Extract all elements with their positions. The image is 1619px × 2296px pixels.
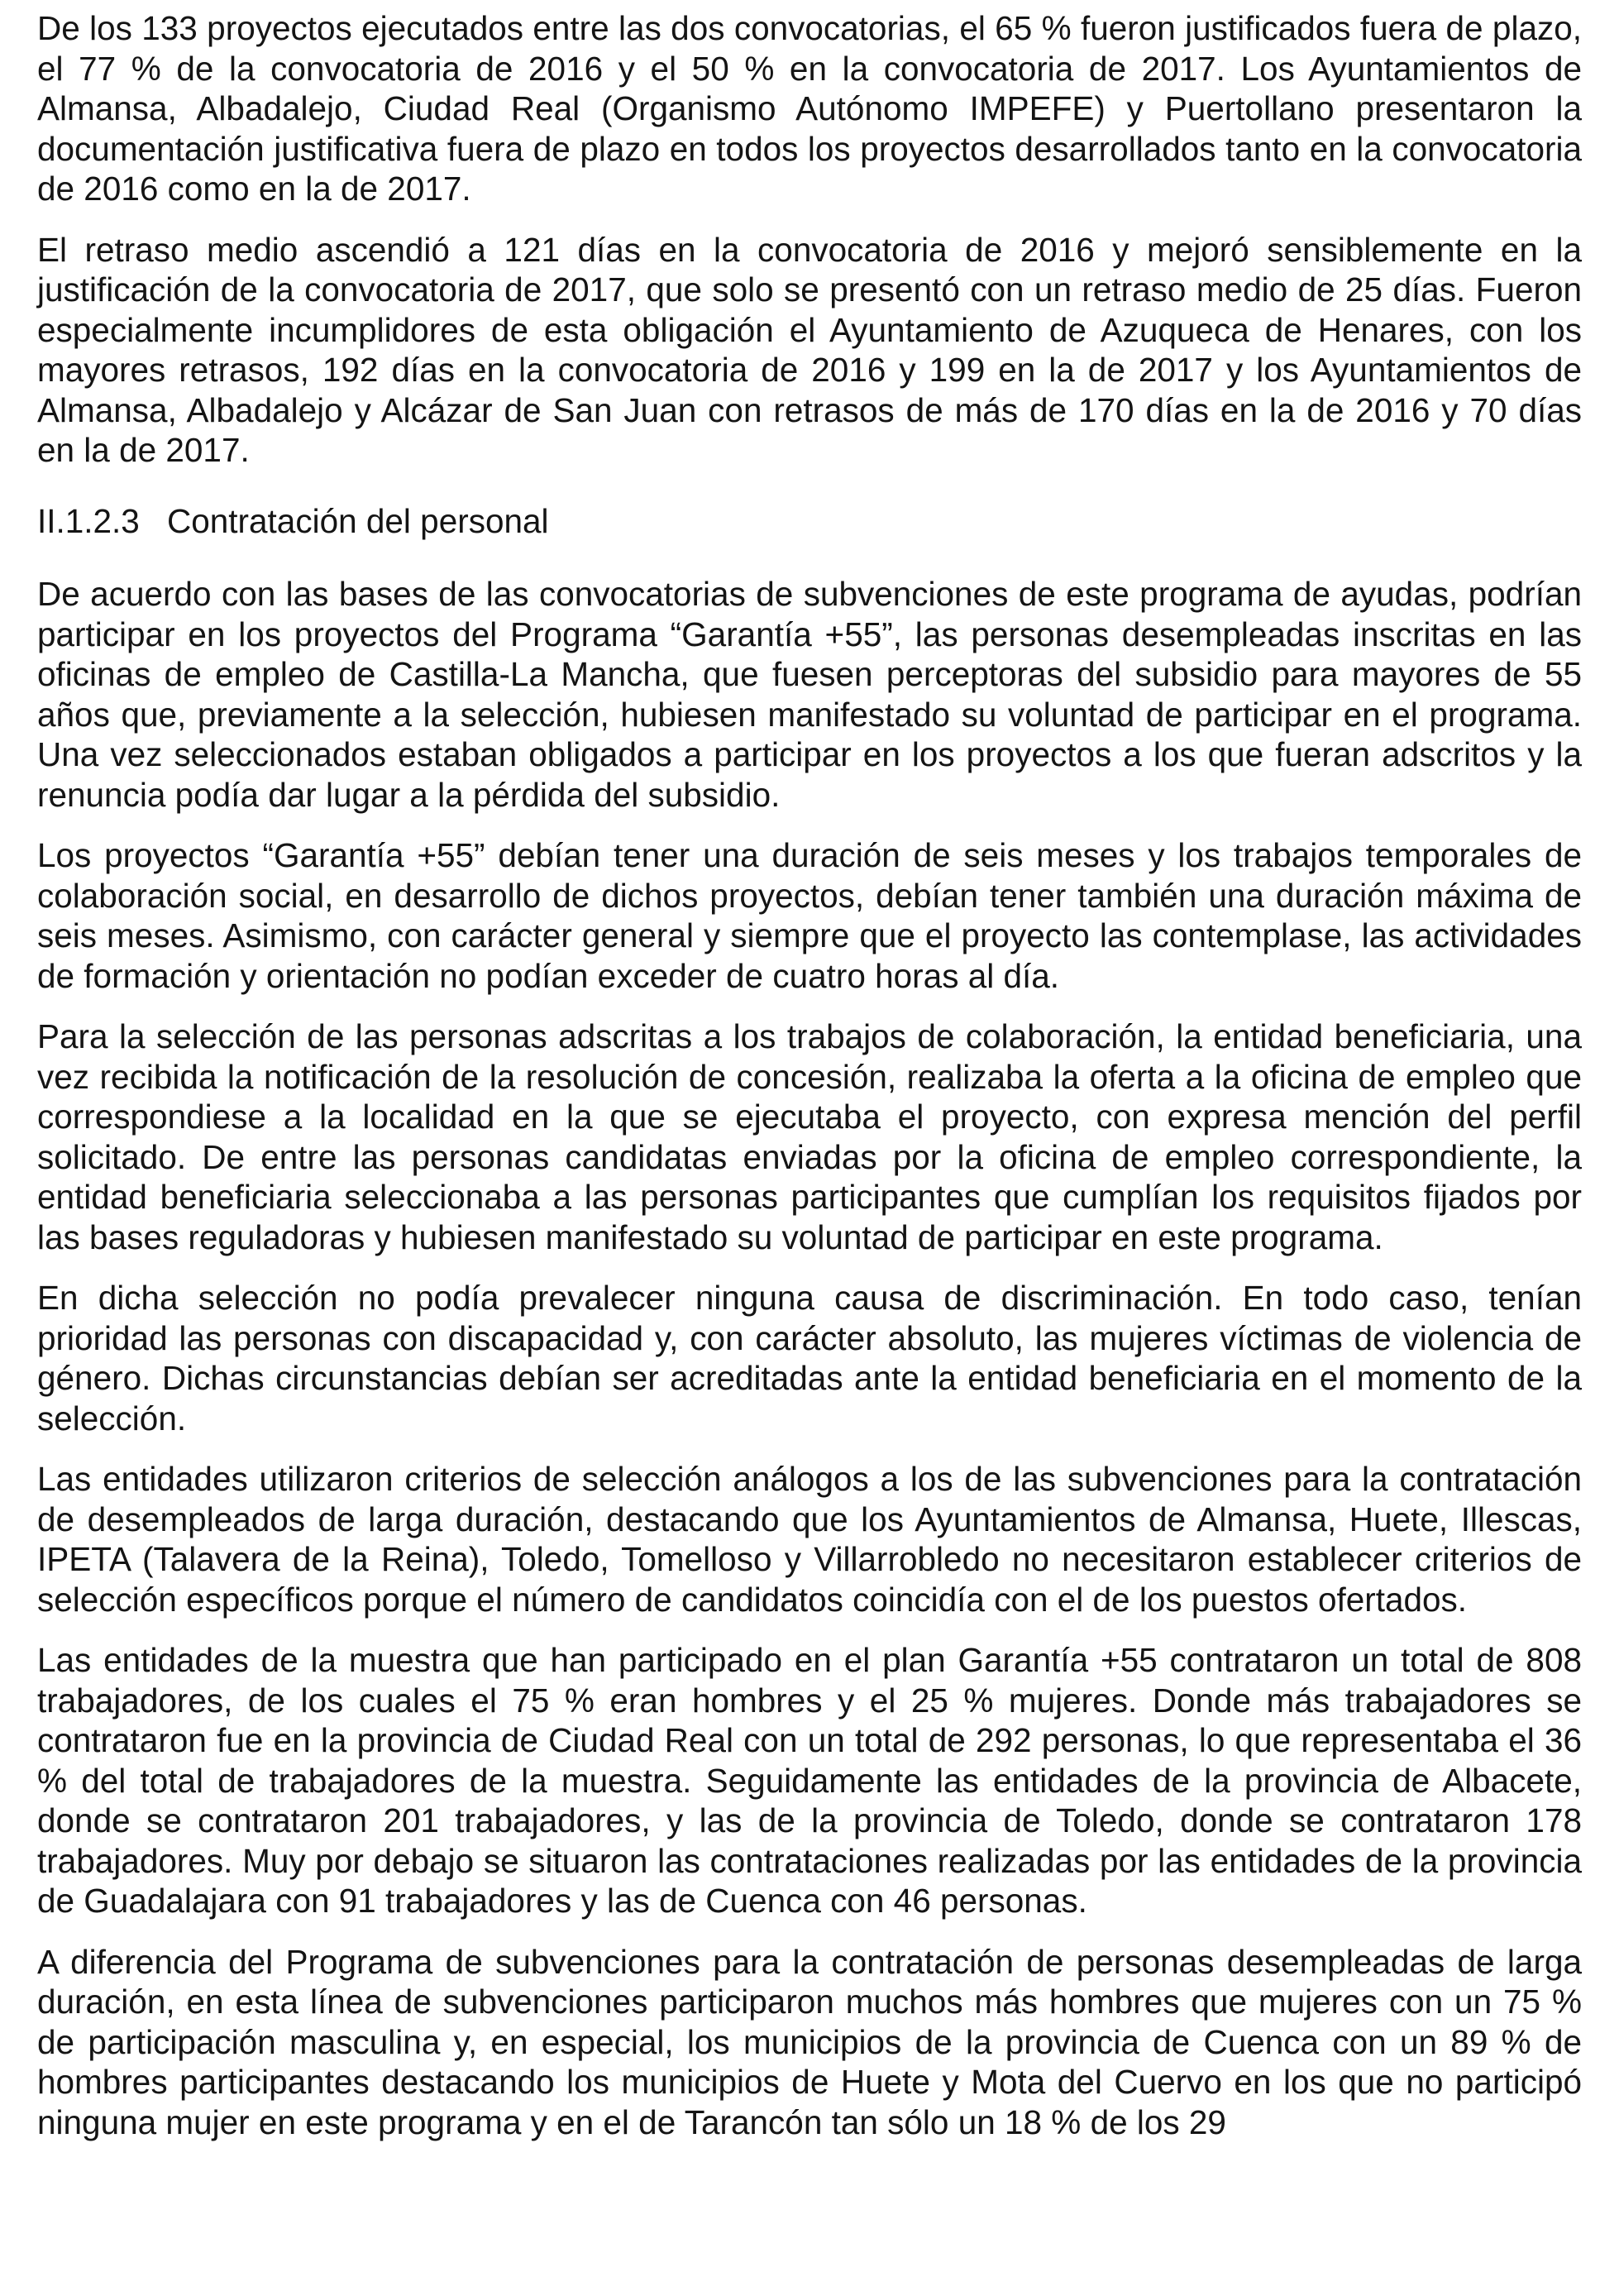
section-number: II.1.2.3 bbox=[37, 501, 140, 540]
document-page bbox=[37, 8, 1582, 2163]
paragraph-duration: Los proyectos “Garantía +55” debían tener una duración de seis meses y los trabajos temporales de colaboración social, en desarrollo de dichos proyectos, debían tener también una duración máxima de seis meses. Asimismo, con carácter general y siempre que el proyecto las contemplase, las actividades de formación y orientación no podían exceder de cuatro horas al día. bbox=[37, 836, 1582, 995]
paragraph-average-delay: El retraso medio ascendió a 121 días en la convocatoria de 2016 y mejoró sensiblemente en la justificación de la convocatoria de 2017, que solo se presentó con un retraso medio de 25 días. Fueron especialmente incumplidores de esta obligación el Ayuntamiento de Azuqueca de Henares, con los mayores retrasos, 192 días en la convocatoria de 2016 y 199 en la de 2017 y los Ayuntamientos de Almansa, Albadalejo y Alcázar de San Juan con retrasos de más de 170 días en la de 2016 y 70 días en la de 2017. bbox=[37, 230, 1582, 469]
paragraph-non-discrimination: En dicha selección no podía prevalecer ninguna causa de discriminación. En todo caso, tenían prioridad las personas con discapacidad y, con carácter absoluto, las mujeres víctimas de violencia de género. Dichas circunstancias debían ser acreditadas ante la entidad beneficiaria en el momento de la selección. bbox=[37, 1279, 1582, 1437]
section-title: Contratación del personal bbox=[167, 501, 549, 540]
paragraph-gender-participation: A diferencia del Programa de subvenciones para la contratación de personas desempleadas de larga duración, en esta línea de subvenciones participaron muchos más hombres que mujeres con un 75 % de participación masculina y, en especial, los municipios de la provincia de Cuenca con un 89 % de hombres participantes destacando los municipios de Huete y Mota del Cuervo en los que no participó ninguna mujer en este programa y en el de Tarancón tan sólo un 18 % de los 29 bbox=[37, 1942, 1582, 2141]
paragraph-justification-deadlines: De los 133 proyectos ejecutados entre las dos convocatorias, el 65 % fueron justificados fuera de plazo, el 77 % de la convocatoria de 2016 y el 50 % en la convocatoria de 2017. Los Ayuntamientos de Almansa, Albadalejo, Ciudad Real (Organismo Autónomo IMPEFE) y Puertollano presentaron la documentación justificativa fuera de plazo en todos los proyectos desarrollados tanto en la convocatoria de 2016 como en la de 2017. bbox=[37, 9, 1582, 208]
section-heading bbox=[37, 501, 1582, 542]
paragraph-selection-criteria: Las entidades utilizaron criterios de selección análogos a los de las subvenciones para la contratación de desempleados de larga duración, destacando que los Ayuntamientos de Almansa, Huete, Illescas, IPETA (Talavera de la Reina), Toledo, Tomelloso y Villarrobledo no necesitaron establecer criterios de selección específicos porque el número de candidatos coincidía con el de los puestos ofertados. bbox=[37, 1460, 1582, 1619]
paragraph-eligibility: De acuerdo con las bases de las convocatorias de subvenciones de este programa de ayudas, podrían participar en los proyectos del Programa “Garantía +55”, las personas desempleadas inscritas en las oficinas de empleo de Castilla-La Mancha, que fuesen perceptoras del subsidio para mayores de 55 años que, previamente a la selección, hubiesen manifestado su voluntad de participar en el programa. Una vez seleccionados estaban obligados a participar en los proyectos a los que fueran adscritos y la renuncia podía dar lugar a la pérdida del subsidio. bbox=[37, 575, 1582, 814]
paragraph-selection-process: Para la selección de las personas adscritas a los trabajos de colaboración, la entidad beneficiaria, una vez recibida la notificación de la resolución de concesión, realizaba la oferta a la oficina de empleo que correspondiese a la localidad en la que se ejecutaba el proyecto, con expresa mención del perfil solicitado. De entre las personas candidatas enviadas por la oficina de empleo correspondiente, la entidad beneficiaria seleccionaba a las personas participantes que cumplían los requisitos fijados por las bases reguladoras y hubiesen manifestado su voluntad de participar en este programa. bbox=[37, 1017, 1582, 1256]
paragraph-workers-hired: Las entidades de la muestra que han participado en el plan Garantía +55 contrataron un total de 808 trabajadores, de los cuales el 75 % eran hombres y el 25 % mujeres. Donde más trabajadores se contrataron fue en la provincia de Ciudad Real con un total de 292 personas, lo que representaba el 36 % del total de trabajadores de la muestra. Seguidamente las entidades de la provincia de Albacete, donde se contrataron 201 trabajadores, y las de la provincia de Toledo, donde se contrataron 178 trabajadores. Muy por debajo se situaron las contrataciones realizadas por las entidades de la provincia de Guadalajara con 91 trabajadores y las de Cuenca con 46 personas. bbox=[37, 1641, 1582, 1920]
